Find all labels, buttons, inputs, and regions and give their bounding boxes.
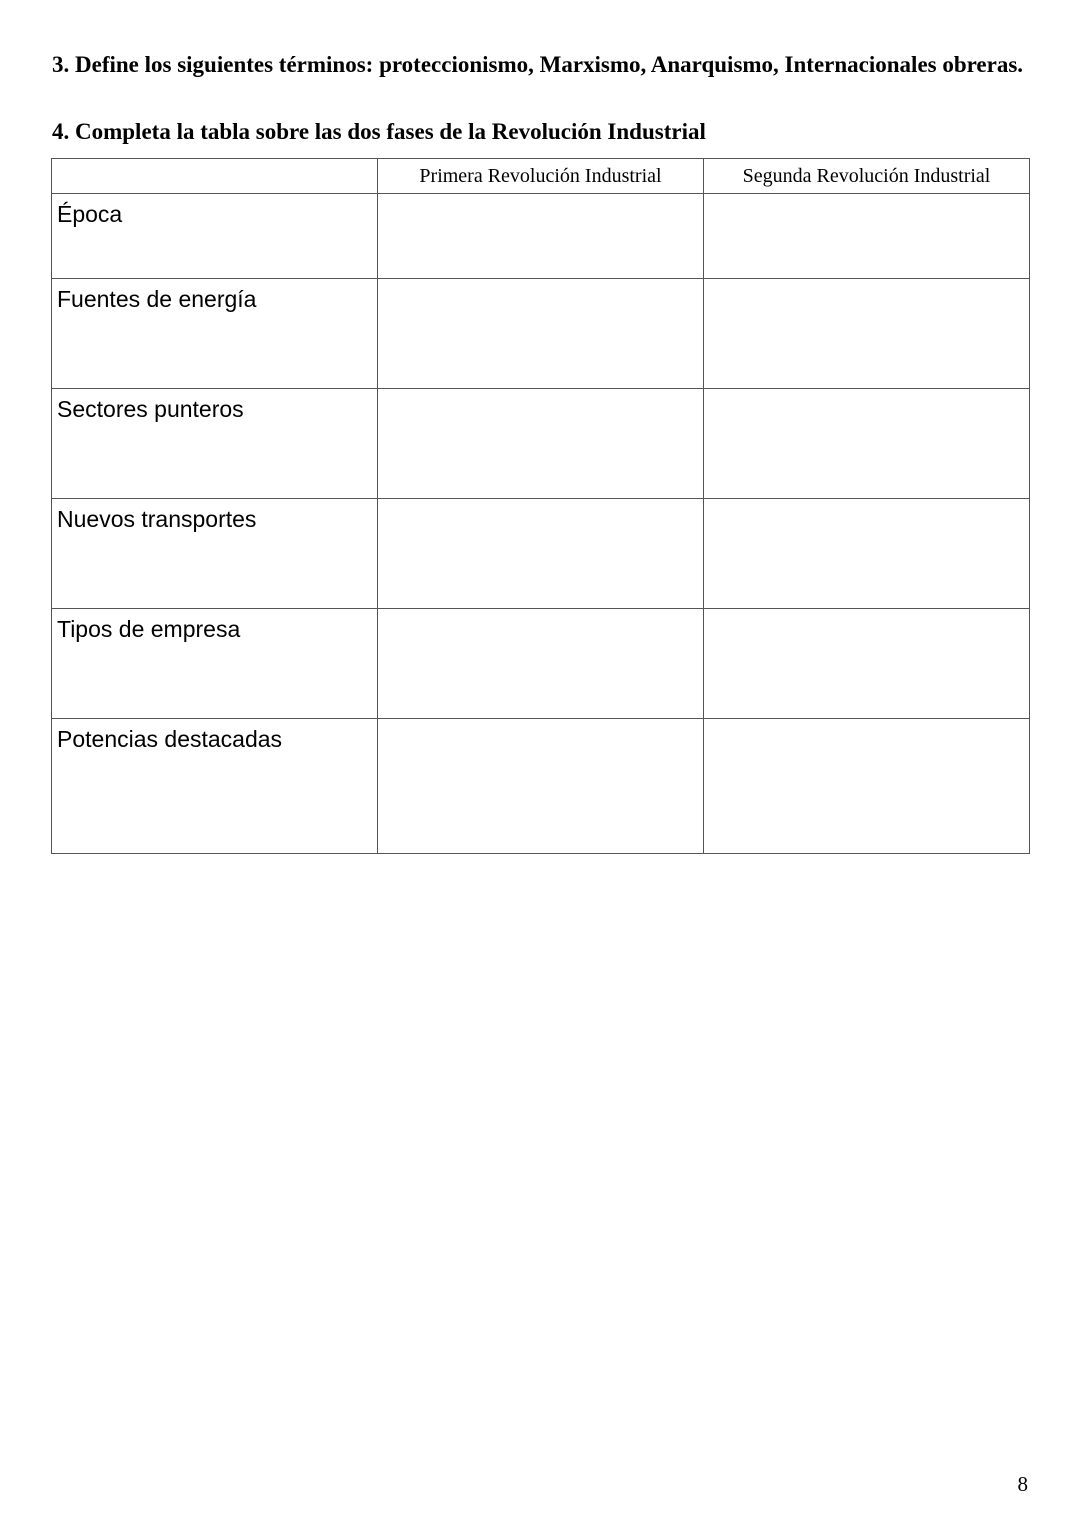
revolution-comparison-table <box>51 158 1030 854</box>
header-first-revolution: Primera Revolución Industrial <box>378 159 704 194</box>
table-row <box>52 499 1030 609</box>
answer-cell-second[interactable] <box>704 389 1030 499</box>
answer-cell-first[interactable] <box>378 719 704 854</box>
header-empty-cell <box>52 159 378 194</box>
table-header-row <box>52 159 1030 194</box>
answer-cell-second[interactable] <box>704 609 1030 719</box>
question-3-text: 3. Define los siguientes términos: proteccionismo, Marxismo, Anarquismo, Internacionales obreras. <box>52 52 1024 77</box>
answer-cell-first[interactable] <box>378 609 704 719</box>
answer-cell-first[interactable] <box>378 279 704 389</box>
answer-cell-second[interactable] <box>704 719 1030 854</box>
row-label-tipos-empresa: Tipos de empresa <box>52 609 378 719</box>
row-label-potencias-destacadas: Potencias destacadas <box>52 719 378 854</box>
answer-cell-second[interactable] <box>704 194 1030 279</box>
row-label-fuentes-energia: Fuentes de energía <box>52 279 378 389</box>
answer-cell-second[interactable] <box>704 279 1030 389</box>
table-row <box>52 194 1030 279</box>
table-row <box>52 609 1030 719</box>
answer-cell-first[interactable] <box>378 194 704 279</box>
answer-cell-first[interactable] <box>378 389 704 499</box>
question-4-text: 4. Completa la tabla sobre las dos fases de la Revolución Industrial <box>52 119 706 144</box>
row-label-epoca: Época <box>52 194 378 279</box>
answer-cell-second[interactable] <box>704 499 1030 609</box>
header-second-revolution: Segunda Revolución Industrial <box>704 159 1030 194</box>
table-row <box>52 279 1030 389</box>
page-number: 8 <box>1017 1472 1028 1496</box>
answer-cell-first[interactable] <box>378 499 704 609</box>
row-label-nuevos-transportes: Nuevos transportes <box>52 499 378 609</box>
table-row <box>52 719 1030 854</box>
table-row <box>52 389 1030 499</box>
row-label-sectores-punteros: Sectores punteros <box>52 389 378 499</box>
